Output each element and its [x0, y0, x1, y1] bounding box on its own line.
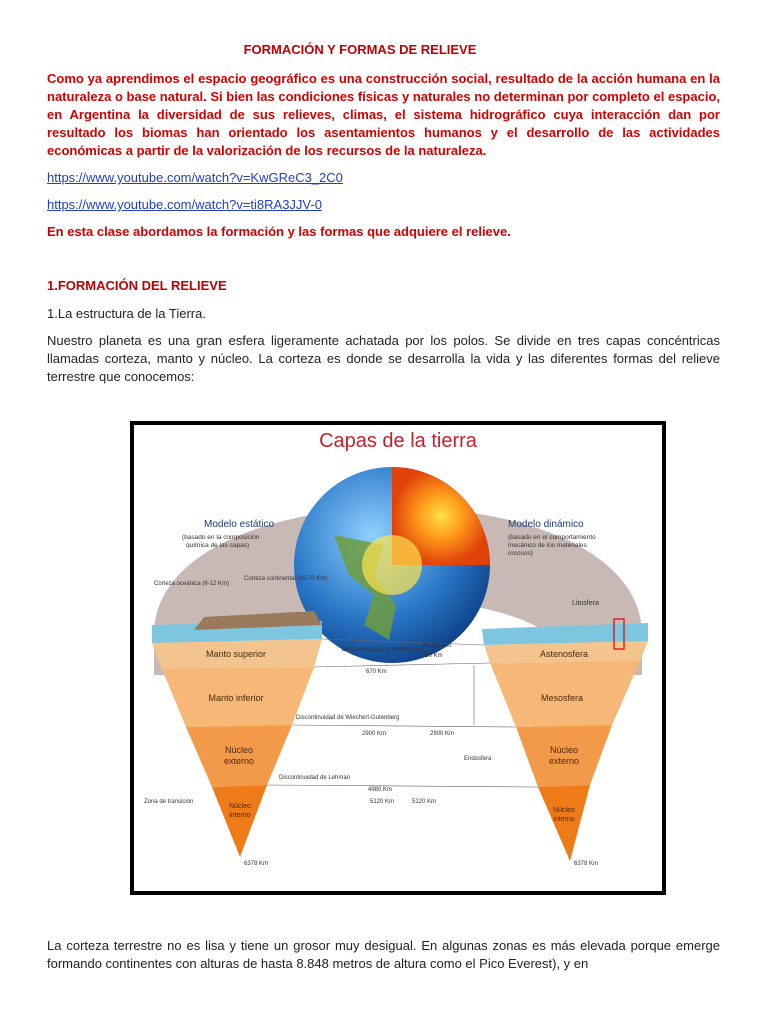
- svg-text:2900 Km: 2900 Km: [362, 731, 387, 737]
- continental-crust-label: Corteza continental (25-70 Km): [244, 576, 328, 582]
- svg-text:6378 Km: 6378 Km: [244, 861, 269, 867]
- oceanic-crust-label: Corteza oceánica (6-12 Km): [154, 581, 230, 587]
- svg-text:5120 Km: 5120 Km: [370, 799, 395, 805]
- section-heading: 1.FORMACIÓN DEL RELIEVE: [47, 278, 227, 293]
- disc-gutenberg-label: Discontinuidad de Wiechert-Gutenberg: [296, 715, 400, 721]
- endosphere-label: Endosfera: [464, 756, 492, 762]
- left-model-label: Modelo estático: [204, 519, 275, 530]
- youtube-link-1[interactable]: https://www.youtube.com/watch?v=KwGReC3_2C0: [47, 170, 343, 185]
- svg-text:(basado en la composición: (basado en la composición: [182, 534, 260, 541]
- svg-text:externo: externo: [223, 756, 255, 766]
- svg-text:interno: interno: [553, 816, 575, 823]
- intro-paragraph: Como ya aprendimos el espacio geográfico es una construcción social, resultado de la acción humana en la naturaleza o base natural. Si bien las condiciones físicas y naturales no determinan por completo el espacio, en Argentina la diversidad de sus relieves, climas, el sistema hidrográfico cuya interacción dan por resultado los biomas han orientado los asentamientos humanos y el desarrollo de las actividades económicas a partir de la valorización de los recursos de la naturaleza.: [47, 71, 720, 158]
- subheading: 1.La estructura de la Tierra.: [47, 306, 206, 321]
- svg-text:5120 Km: 5120 Km: [412, 799, 437, 805]
- svg-text:Núcleo: Núcleo: [224, 745, 254, 755]
- svg-text:2900 Km: 2900 Km: [430, 731, 455, 737]
- svg-text:670 Km: 670 Km: [366, 669, 387, 675]
- figure-title: Capas de la tierra: [319, 430, 477, 452]
- class-note: En esta clase abordamos la formación y las formas que adquiere el relieve.: [47, 224, 511, 239]
- lithosphere-label: Litosfera: [572, 600, 599, 607]
- svg-text:4980 Km: 4980 Km: [368, 787, 393, 793]
- youtube-link-2[interactable]: https://www.youtube.com/watch?v=ti8RA3JJV-0: [47, 197, 322, 212]
- svg-text:(basado en el comportamiento: (basado en el comportamiento: [508, 534, 596, 541]
- disc-moho-label: Discontinuidad de Mohorovicic: [342, 647, 424, 653]
- document-title: FORMACIÓN Y FORMAS DE RELIEVE: [243, 42, 477, 57]
- svg-text:Núcleo: Núcleo: [553, 807, 575, 814]
- body-paragraph-2: La corteza terrestre no es lisa y tiene un grosor muy desigual. En algunas zonas es más elevada porque emerge formando continentes con alturas de hasta 8.848 metros de altura como el Pico Everest), y en: [47, 938, 720, 971]
- svg-text:Manto inferior: Manto inferior: [208, 693, 264, 703]
- svg-text:mecánico de los materiales: mecánico de los materiales: [508, 542, 587, 549]
- svg-text:química de las capas): química de las capas): [186, 542, 250, 549]
- earth-layers-figure: [130, 421, 666, 895]
- right-model-label: Modelo dinámico: [508, 519, 584, 530]
- disc-lehman-label: Discontinuidad de Lehman: [279, 775, 351, 781]
- svg-text:Astenosfera: Astenosfera: [539, 649, 589, 659]
- svg-text:6378 Km: 6378 Km: [574, 861, 599, 867]
- svg-text:externo: externo: [548, 756, 580, 766]
- svg-text:Mesosfera: Mesosfera: [540, 693, 584, 703]
- svg-text:Núcleo: Núcleo: [549, 745, 579, 755]
- transition-zone-label: Zona de transición: [144, 799, 194, 805]
- svg-text:Núcleo: Núcleo: [229, 803, 251, 810]
- svg-text:rocosos): rocosos): [508, 550, 533, 557]
- svg-text:Manto superior: Manto superior: [205, 649, 267, 659]
- left-cone: [152, 611, 322, 857]
- svg-text:interno: interno: [229, 812, 251, 819]
- svg-text:350 Km: 350 Km: [422, 653, 443, 659]
- svg-text:75-100 Km: 75-100 Km: [422, 643, 452, 649]
- earth-layers-diagram: [134, 425, 662, 891]
- body-paragraph-1: Nuestro planeta es una gran esfera ligeramente achatada por los polos. Se divide en tres capas concéntricas llamadas corteza, manto y núcleo. La corteza es donde se desarrolla la vida y las diferentes formas del relieve terrestre que conocemos:: [47, 333, 720, 384]
